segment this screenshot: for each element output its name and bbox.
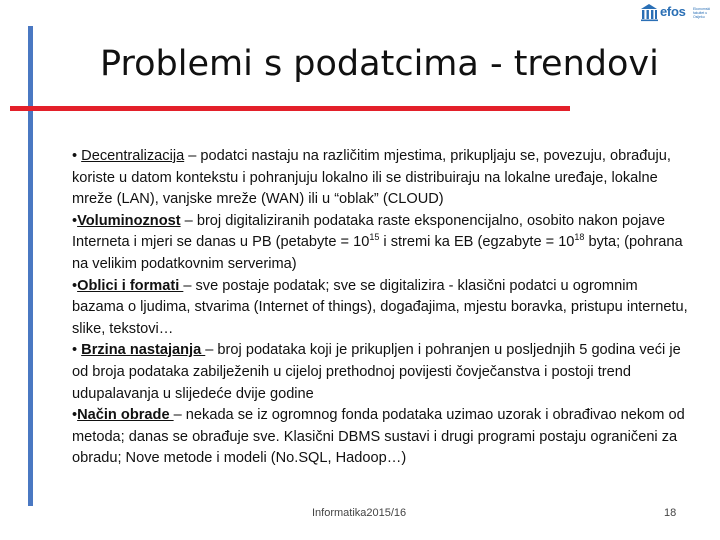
slide-body <box>72 146 692 470</box>
bullet-term: Decentralizacija <box>81 148 185 164</box>
bullet-voluminoznost <box>72 211 692 276</box>
bullet-text: i stremi ka EB (egzabyte = 10 <box>379 234 575 251</box>
bullet-marker: • <box>72 342 82 359</box>
bullet-text: – broj digitaliziranih podataka raste eksponencijalno, osobito nakon pojave Interneta i mjeri se danas u PB (petabyte = 10 <box>72 212 665 251</box>
bullet-term: Oblici i formati <box>77 277 184 294</box>
slide-footer <box>0 507 720 523</box>
bullet-marker: • <box>72 407 78 424</box>
logo-text: efos <box>660 4 686 19</box>
bullet-text: byta; (pohrana na velikim podatkovnim serverima) <box>72 234 683 272</box>
page-number: 18 <box>664 507 677 519</box>
left-accent-bar <box>28 26 33 506</box>
bullet-text: – podatci nastaju na različitim mjestima, prikupljaju se, povezuju, obrađuju, koriste u datom kontekstu i pohranjuju lokalno ili se distribuiraju na lokalne uređaje, lokalne mreže (LAN), vanjske mreže (WAN) ili u “oblak” (CLOUD) <box>72 148 671 208</box>
bullet-brzina-nastajanja <box>72 340 692 405</box>
title-underline-rule <box>10 106 570 111</box>
exponent-15: 15 <box>369 232 380 243</box>
bullet-term: Voluminoznost <box>77 212 181 229</box>
bullet-text: – broj podataka koji je prikupljen i pohranjen u posljednjih 5 godina veći je od broja podataka zabilježenih u cijeloj prethodnoj povijesti čovječanstva i postoji trend udupalavanja u slijedeće dvije godine <box>72 342 681 402</box>
efos-logo <box>638 2 718 24</box>
bullet-oblici-i-formati <box>72 276 692 341</box>
bullet-decentralizacija <box>72 146 692 211</box>
bullet-text: – sve postaje podatak; sve se digitalizira - klasični podatci u ogromnim bazama o ljudima, stvarima (Internet of things), događajima, mjestu boravka, pristupu internetu, slike, tekstovi… <box>72 277 688 337</box>
slide-title: Problemi s podatcima - trendovi <box>100 44 659 84</box>
bullet-marker: • <box>72 277 78 294</box>
bullet-marker: • <box>72 148 82 164</box>
logo-columns-icon <box>638 2 660 22</box>
footer-course: Informatika2015/16 <box>312 507 407 519</box>
bullet-text: – nekada se iz ogromnog fonda podataka uzimao uzorak i obrađivao nekom od metoda; danas se obrađuje sve. Klasični DBMS sustavi i drugi programi postaju ograničeni za obradu; Nove metode i modeli (No.SQL, Hadoop…) <box>72 407 685 467</box>
exponent-18: 18 <box>574 232 585 243</box>
bullet-term: Brzina nastajanja <box>81 342 206 359</box>
bullet-nacin-obrade <box>72 405 692 470</box>
logo-subtitle: Ekonomski fakultet u Osijeku <box>693 7 711 19</box>
bullet-marker: • <box>72 212 78 229</box>
bullet-term: Način obrade <box>77 407 174 424</box>
